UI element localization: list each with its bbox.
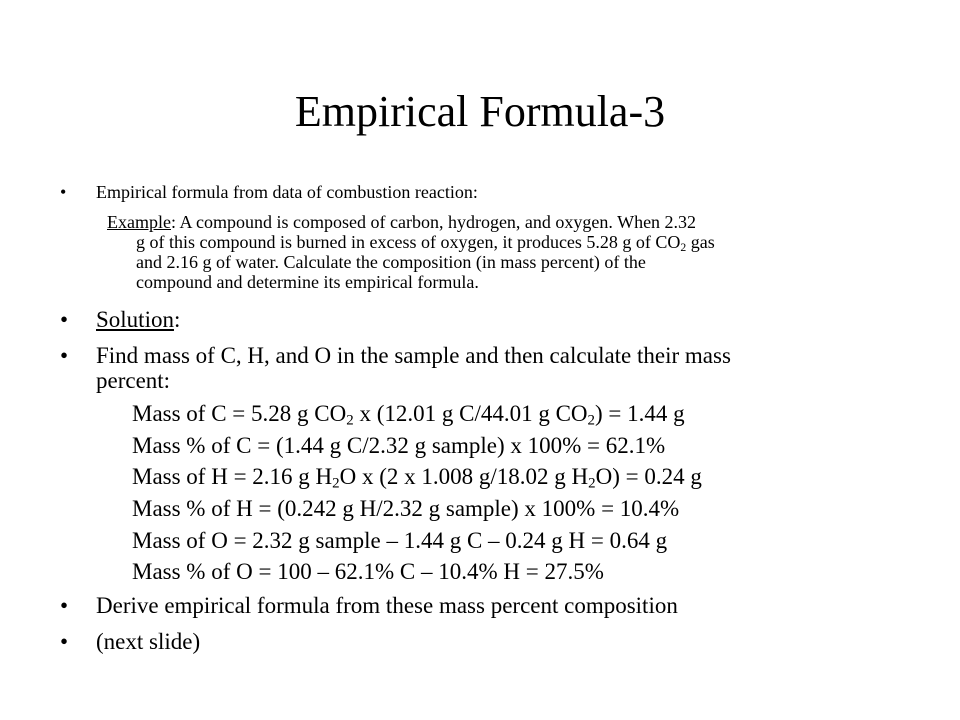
calc-percent-h: Mass % of H = (0.242 g H/2.32 g sample) x 100% = 10.4% bbox=[132, 496, 680, 521]
calc-mass-c-b: x (12.01 g C/44.01 g CO bbox=[353, 401, 588, 426]
bullet-dot: • bbox=[60, 343, 69, 368]
solution-colon: : bbox=[173, 307, 181, 332]
subscript: 2 bbox=[346, 412, 354, 429]
bullet-dot: • bbox=[60, 182, 67, 202]
calc-mass-h bbox=[132, 464, 702, 492]
calc-mass-c-c: ) = 1.44 g bbox=[595, 401, 685, 426]
bullet-dot: • bbox=[60, 307, 69, 332]
calc-mass-h-c: O) = 0.24 g bbox=[595, 464, 702, 489]
example-label: Example bbox=[107, 212, 171, 232]
slide-title: Empirical Formula-3 bbox=[294, 87, 666, 136]
calc-mass-o: Mass of O = 2.32 g sample – 1.44 g C – 0.24 g H = 0.64 g bbox=[132, 528, 668, 553]
calc-mass-h-b: O x (2 x 1.008 g/18.02 g H bbox=[339, 464, 589, 489]
calc-mass-c bbox=[132, 401, 685, 429]
bullet-dot: • bbox=[60, 593, 69, 618]
calc-mass-c-a: Mass of C = 5.28 g CO bbox=[132, 401, 347, 426]
bullet-dot: • bbox=[60, 629, 69, 654]
subscript: 2 bbox=[587, 412, 596, 429]
example-line-2a: g of this compound is burned in excess of oxygen, it produces 5.28 g of CO bbox=[136, 232, 681, 252]
calc-percent-o: Mass % of O = 100 – 62.1% C – 10.4% H = 27.5% bbox=[132, 559, 604, 584]
bullet-combustion-text: Empirical formula from data of combustion reaction: bbox=[96, 182, 478, 202]
derive-text: Derive empirical formula from these mass percent composition bbox=[96, 593, 678, 618]
subscript: 2 bbox=[588, 475, 596, 492]
example-line-1 bbox=[107, 212, 696, 232]
next-slide-text: (next slide) bbox=[96, 629, 201, 654]
calc-percent-c: Mass % of C = (1.44 g C/2.32 g sample) x 100% = 62.1% bbox=[132, 433, 666, 458]
subscript: 2 bbox=[332, 475, 340, 492]
example-line-2 bbox=[136, 232, 715, 252]
solution-label: Solution bbox=[96, 307, 174, 332]
find-line-2: percent: bbox=[96, 368, 171, 393]
solution-text bbox=[96, 307, 180, 332]
example-line-2b: gas bbox=[686, 232, 715, 252]
co2-subscript: 2 bbox=[680, 240, 687, 254]
example-line-4: compound and determine its empirical formula. bbox=[136, 272, 479, 292]
calc-mass-h-a: Mass of H = 2.16 g H bbox=[132, 464, 333, 489]
example-line-3: and 2.16 g of water. Calculate the composition (in mass percent) of the bbox=[136, 252, 646, 272]
find-line-1: Find mass of C, H, and O in the sample and then calculate their mass bbox=[96, 343, 731, 368]
example-line-1-text: : A compound is composed of carbon, hydrogen, and oxygen. When 2.32 bbox=[170, 212, 697, 232]
